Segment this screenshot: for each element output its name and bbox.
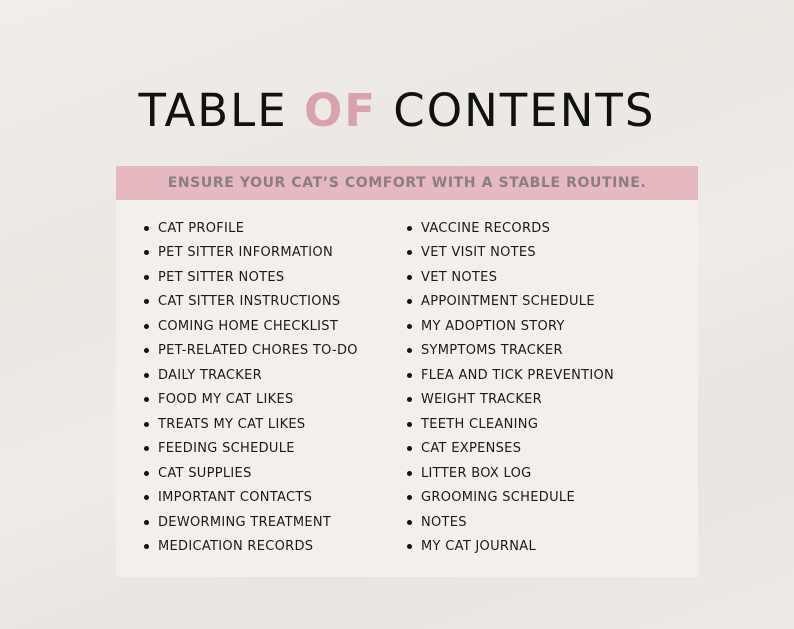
list-item-label: TREATS MY CAT LIKES bbox=[158, 416, 306, 432]
list-item-label: FOOD MY CAT LIKES bbox=[158, 392, 294, 408]
bullet-icon bbox=[407, 324, 412, 329]
bullet-icon bbox=[407, 373, 412, 378]
list-item bbox=[144, 363, 358, 388]
bullet-icon bbox=[144, 324, 149, 329]
bullet-icon bbox=[407, 446, 412, 451]
list-item bbox=[407, 314, 614, 339]
list-item-label: CAT PROFILE bbox=[158, 220, 245, 236]
list-item-label: VACCINE RECORDS bbox=[421, 220, 551, 236]
bullet-icon bbox=[407, 397, 412, 402]
subtitle-banner bbox=[116, 166, 698, 200]
bullet-icon bbox=[407, 520, 412, 525]
bullet-icon bbox=[144, 226, 149, 231]
bullet-icon bbox=[407, 544, 412, 549]
bullet-icon bbox=[407, 348, 412, 353]
list-item bbox=[407, 437, 614, 462]
contents-card bbox=[116, 166, 698, 577]
bullet-icon bbox=[407, 275, 412, 280]
list-item-label: GROOMING SCHEDULE bbox=[421, 490, 575, 506]
bullet-icon bbox=[144, 250, 149, 255]
list-item bbox=[144, 461, 358, 486]
list-item-label: FLEA AND TICK PREVENTION bbox=[421, 367, 615, 383]
title-part-1: TABLE bbox=[138, 84, 304, 137]
list-item bbox=[407, 388, 614, 413]
bullet-icon bbox=[144, 422, 149, 427]
list-item bbox=[144, 437, 358, 462]
bullet-icon bbox=[144, 299, 149, 304]
list-item bbox=[407, 265, 614, 290]
bullet-icon bbox=[407, 250, 412, 255]
list-item-label: SYMPTOMS TRACKER bbox=[421, 343, 563, 359]
list-item bbox=[144, 290, 358, 315]
list-item bbox=[144, 412, 358, 437]
bullet-icon bbox=[407, 299, 412, 304]
title-accent: OF bbox=[304, 84, 377, 137]
list-item bbox=[144, 339, 358, 364]
list-item bbox=[407, 241, 614, 266]
bullet-icon bbox=[144, 520, 149, 525]
bullet-icon bbox=[144, 373, 149, 378]
list-item-label: MY ADOPTION STORY bbox=[421, 318, 565, 334]
list-item bbox=[144, 216, 358, 241]
list-item bbox=[144, 486, 358, 511]
contents-list-left bbox=[144, 216, 358, 559]
list-item-label: VET VISIT NOTES bbox=[421, 245, 536, 261]
list-item-label: DAILY TRACKER bbox=[158, 367, 262, 383]
list-item-label: IMPORTANT CONTACTS bbox=[158, 490, 313, 506]
list-item bbox=[407, 412, 614, 437]
list-item bbox=[407, 510, 614, 535]
list-item-label: MEDICATION RECORDS bbox=[158, 539, 314, 555]
list-item bbox=[407, 363, 614, 388]
list-item-label: MY CAT JOURNAL bbox=[421, 539, 536, 555]
list-item bbox=[407, 535, 614, 560]
list-item-label: DEWORMING TREATMENT bbox=[158, 514, 332, 530]
bullet-icon bbox=[144, 446, 149, 451]
bullet-icon bbox=[144, 348, 149, 353]
list-item-label: VET NOTES bbox=[421, 269, 498, 285]
bullet-icon bbox=[144, 495, 149, 500]
list-item-label: LITTER BOX LOG bbox=[421, 465, 532, 481]
bullet-icon bbox=[407, 495, 412, 500]
list-item bbox=[407, 461, 614, 486]
list-item bbox=[407, 486, 614, 511]
list-item bbox=[407, 339, 614, 364]
list-item-label: FEEDING SCHEDULE bbox=[158, 441, 295, 457]
title-part-2: CONTENTS bbox=[377, 84, 656, 137]
list-item bbox=[144, 265, 358, 290]
bullet-icon bbox=[144, 397, 149, 402]
list-item-label: PET SITTER NOTES bbox=[158, 269, 285, 285]
list-item-label: APPOINTMENT SCHEDULE bbox=[421, 294, 595, 310]
list-item-label: PET SITTER INFORMATION bbox=[158, 245, 333, 261]
list-item-label: CAT EXPENSES bbox=[421, 441, 522, 457]
page-title bbox=[0, 84, 794, 138]
bullet-icon bbox=[407, 471, 412, 476]
bullet-icon bbox=[144, 471, 149, 476]
contents-list-right bbox=[407, 216, 614, 559]
bullet-icon bbox=[407, 422, 412, 427]
list-item bbox=[144, 510, 358, 535]
bullet-icon bbox=[407, 226, 412, 231]
list-item bbox=[144, 388, 358, 413]
list-item bbox=[144, 535, 358, 560]
list-item-label: WEIGHT TRACKER bbox=[421, 392, 542, 408]
list-item-label: PET-RELATED CHORES TO-DO bbox=[158, 343, 358, 359]
list-item-label: CAT SITTER INSTRUCTIONS bbox=[158, 294, 341, 310]
list-item bbox=[407, 290, 614, 315]
bullet-icon bbox=[144, 275, 149, 280]
list-item-label: TEETH CLEANING bbox=[421, 416, 539, 432]
bullet-icon bbox=[144, 544, 149, 549]
list-item-label: COMING HOME CHECKLIST bbox=[158, 318, 339, 334]
banner-text: ENSURE YOUR CAT’S COMFORT WITH A STABLE ROUTINE. bbox=[167, 175, 647, 191]
list-item bbox=[407, 216, 614, 241]
list-item-label: NOTES bbox=[421, 514, 467, 530]
list-item bbox=[144, 314, 358, 339]
list-item-label: CAT SUPPLIES bbox=[158, 465, 252, 481]
list-item bbox=[144, 241, 358, 266]
